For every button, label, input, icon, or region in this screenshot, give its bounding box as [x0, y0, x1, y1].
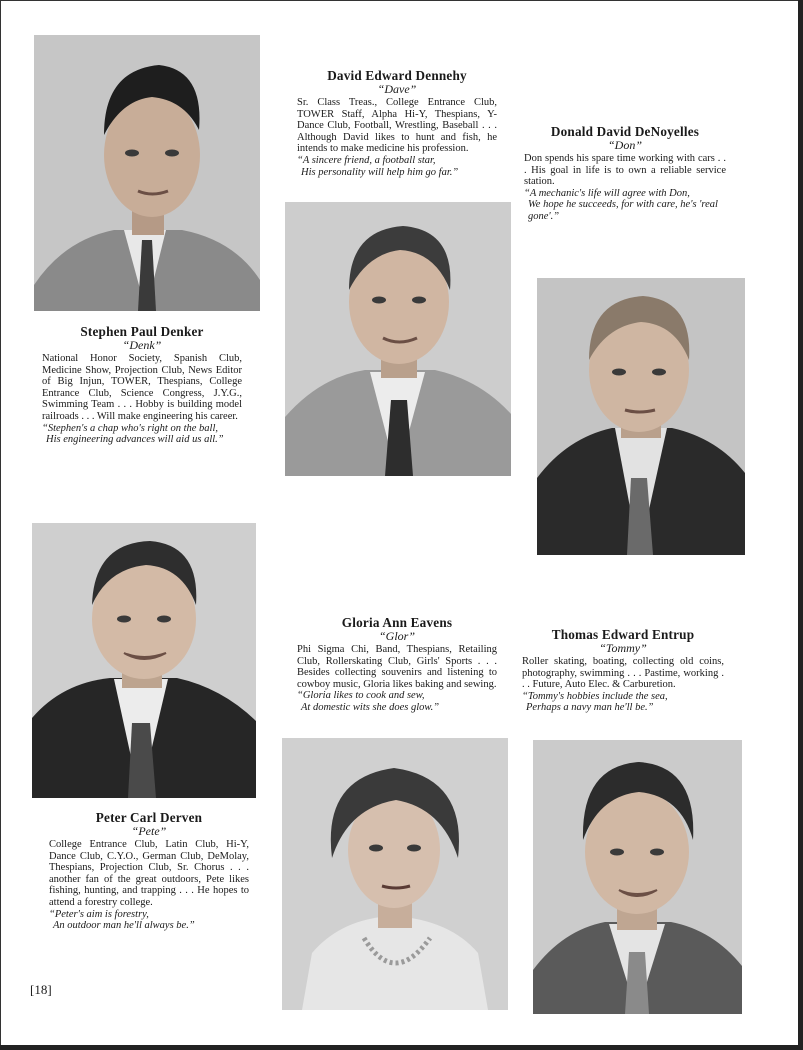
verse-line-1: “Tommy's hobbies include the sea,: [522, 690, 668, 702]
verse-line-2: Perhaps a navy man he'll be.”: [526, 702, 654, 714]
student-verse: [297, 155, 497, 178]
senior-entry: [42, 324, 242, 446]
student-name: Stephen Paul Denker: [80, 324, 204, 339]
portrait-photo: [282, 738, 508, 1010]
student-name: David Edward Dennehy: [327, 68, 467, 83]
verse-line-1: “Stephen's a chap who's right on the ball,: [42, 422, 218, 434]
student-name: Gloria Ann Eavens: [341, 615, 453, 630]
student-activities: Phi Sigma Chi, Band, Thespians, Retailing Club, Rollerskating Club, Girls' Sports . . . Besides collecting souvenirs and listening to cowboy music, Gloria likes baking and sewing.: [297, 644, 497, 690]
verse-line-1: “Gloria likes to cook and sew,: [297, 690, 425, 702]
portrait-photo: [537, 278, 745, 555]
senior-entry: [522, 627, 724, 714]
student-nickname: “Tommy”: [599, 641, 647, 655]
verse-line-1: “A mechanic's life will agree with Don,: [524, 187, 690, 199]
student-nickname: “Glor”: [378, 629, 416, 643]
student-verse: [524, 188, 726, 223]
senior-entry: [297, 615, 497, 714]
verse-line-2: At domestic wits she does glow.”: [301, 701, 440, 713]
student-verse: [297, 690, 497, 713]
page-number: [18]: [30, 982, 52, 997]
student-verse: [42, 423, 242, 446]
verse-line-2: His personality will help him go far.”: [301, 166, 459, 178]
verse-line-2: An outdoor man he'll always be.”: [53, 920, 195, 932]
senior-entry: [524, 124, 726, 223]
student-verse: [522, 691, 724, 714]
student-activities: College Entrance Club, Latin Club, Hi-Y, Dance Club, C.Y.O., German Club, DeMolay, Thespians, Projection Club, Sr. Chorus . . . another fan of the great outdoors, Pete likes fishing, hunting, and trapping . . . He hopes to attend a forestry college.: [49, 839, 249, 908]
student-nickname: “Pete”: [131, 824, 167, 838]
student-name: Thomas Edward Entrup: [551, 627, 695, 642]
senior-entry: [49, 810, 249, 932]
portrait-photo: [32, 523, 256, 798]
portrait-photo: [285, 202, 511, 476]
portrait-photo: [34, 35, 260, 311]
student-activities: Roller skating, boating, collecting old coins, photography, swimming . . . Pastime, working . . . Future, Auto Elec. & Carburetion.: [522, 656, 724, 691]
portrait-photo: [533, 740, 742, 1014]
scan-edge-right: [798, 0, 803, 1050]
student-activities: National Honor Society, Spanish Club, Medicine Show, Projection Club, News Editor of Big Injun, TOWER, Thespians, College Entrance Club, Science Congress, J.Y.G., Swimming Team . . . Hobby is building model railroads . . . Will make engineering his career.: [42, 353, 242, 422]
senior-entry: [297, 68, 497, 178]
student-name: Peter Carl Derven: [95, 810, 203, 825]
student-activities: Don spends his spare time working with cars . . . His goal in life is to own a reliable service station.: [524, 153, 726, 188]
student-nickname: “Don”: [607, 138, 642, 152]
student-nickname: “Denk”: [122, 338, 162, 352]
student-name: Donald David DeNoyelles: [550, 124, 700, 139]
verse-line-1: “A sincere friend, a football star,: [297, 154, 436, 166]
verse-line-1: “Peter's aim is forestry,: [49, 908, 149, 920]
student-nickname: “Dave”: [377, 82, 417, 96]
verse-line-2: His engineering advances will aid us all.”: [46, 434, 224, 446]
scan-edge-bottom: [0, 1045, 803, 1050]
verse-line-2: We hope he succeeds, for with care, he's 'real gone'.”: [528, 199, 718, 222]
student-verse: [49, 909, 249, 932]
student-activities: Sr. Class Treas., College Entrance Club, TOWER Staff, Alpha Hi-Y, Thespians, Y-Dance Club, Football, Wrestling, Baseball . . . Although David likes to hunt and fish, he intends to make medicine his profession.: [297, 97, 497, 155]
